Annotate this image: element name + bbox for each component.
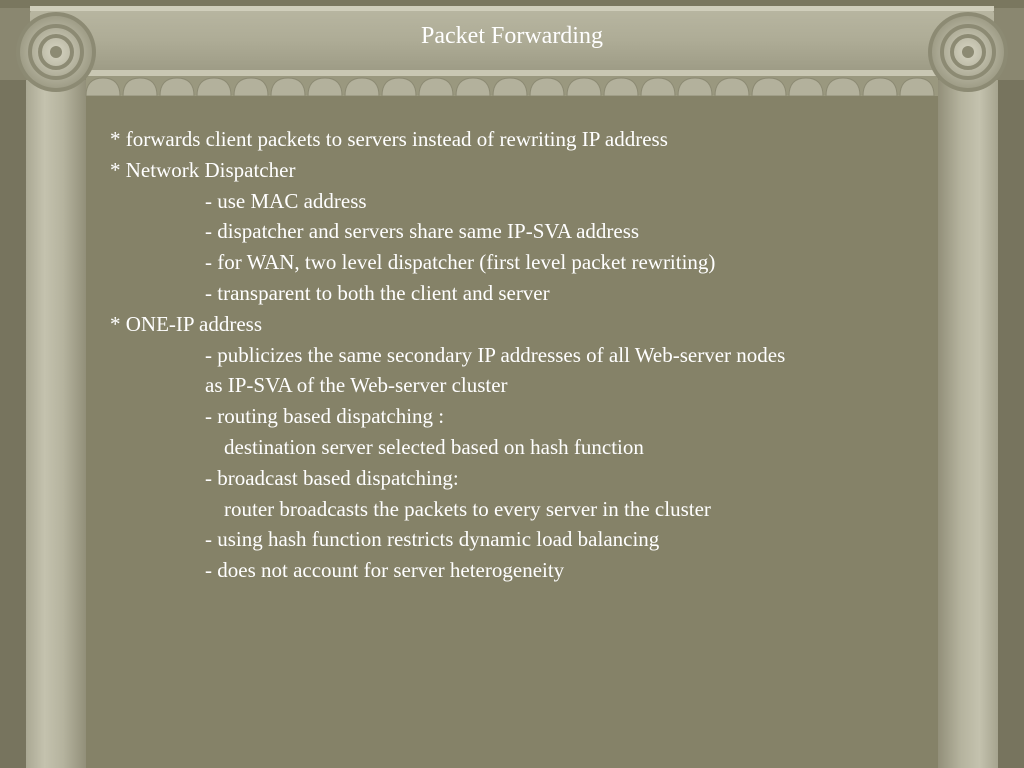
sub-bullet-line: - publicizes the same secondary IP addresses of all Web-server nodes bbox=[205, 342, 786, 367]
sub-bullet-line: as IP-SVA of the Web-server cluster bbox=[205, 373, 508, 398]
moulding-scallops bbox=[86, 76, 938, 96]
bullet-line: * ONE-IP address bbox=[110, 311, 263, 336]
detail-line: destination server selected based on hash function bbox=[224, 434, 644, 459]
bullet-line: * forwards client packets to servers instead of rewriting IP address bbox=[110, 127, 668, 151]
detail-line: router broadcasts the packets to every server in the cluster bbox=[224, 496, 711, 521]
right-column-pillar bbox=[936, 80, 998, 768]
right-background-strip bbox=[998, 80, 1024, 768]
sub-bullet-line: - routing based dispatching : bbox=[205, 404, 445, 429]
sub-bullet-line: - for WAN, two level dispatcher (first level packet rewriting) bbox=[205, 250, 716, 275]
left-column-pillar bbox=[26, 80, 88, 768]
sub-bullet-line: - dispatcher and servers share same IP-SVA address bbox=[205, 219, 640, 244]
sub-bullet-line: - using hash function restricts dynamic load balancing bbox=[205, 527, 660, 552]
slide-body bbox=[110, 124, 930, 586]
left-background-strip bbox=[0, 80, 26, 768]
sub-bullet-line: - transparent to both the client and server bbox=[205, 280, 550, 305]
sub-bullet-line: - does not account for server heterogeneity bbox=[205, 558, 565, 583]
bullet-line: * Network Dispatcher bbox=[110, 157, 296, 182]
sub-bullet-line: - use MAC address bbox=[205, 188, 367, 213]
sub-bullet-line: - broadcast based dispatching: bbox=[205, 465, 459, 490]
slide-title: Packet Forwarding bbox=[421, 23, 603, 49]
